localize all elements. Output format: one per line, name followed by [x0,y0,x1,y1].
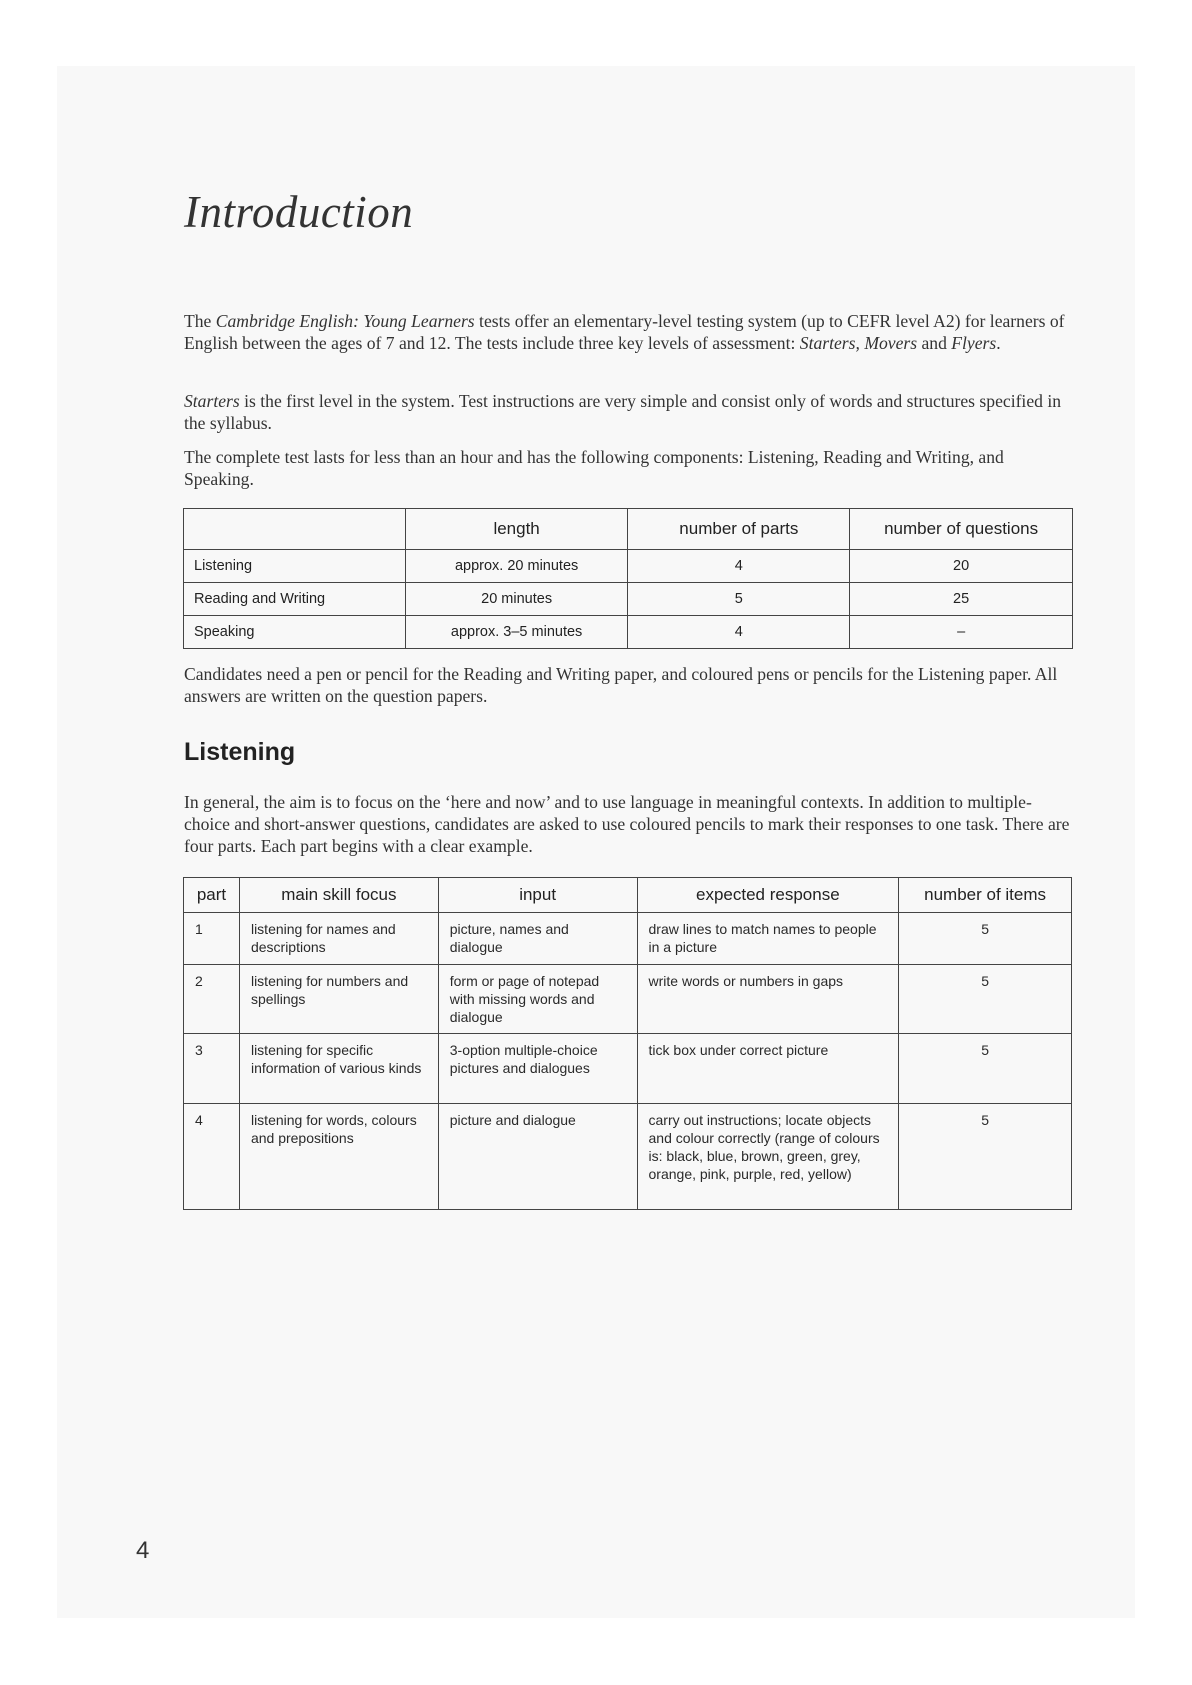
table-cell: 4 [628,616,850,649]
header-cell: number of questions [850,509,1073,550]
table-header-row [184,878,1072,913]
table-cell: 4 [628,550,850,583]
components-table [183,508,1073,649]
intro-paragraph-2: Starters is the first level in the system. Test instructions are very simple and consist only of words and structures specified in the syllabus. [184,391,1062,433]
table-row [184,1104,1072,1210]
table-cell: approx. 20 minutes [405,550,628,583]
table-cell: Listening [184,550,406,583]
table-row [184,913,1072,965]
header-cell: input [438,878,637,913]
table-row [184,965,1072,1034]
table-cell: approx. 3–5 minutes [405,616,628,649]
page-number: 4 [136,1537,150,1564]
header-cell: number of parts [628,509,850,550]
table-cell: picture and dialogue [438,1104,637,1210]
table-cell: 2 [184,965,240,1034]
table-cell: 5 [899,1034,1072,1104]
intro-paragraph-1: The Cambridge English: Young Learners tests offer an elementary-level testing system (up to CEFR level A2) for learners of English between the ages of 7 and 12. The tests include three key levels of assessment: Starters, Movers and Flyers. [184,311,1065,353]
table-cell: Speaking [184,616,406,649]
brand-name: Cambridge English: Young Learners [215,311,475,331]
intro-paragraph-3: The complete test lasts for less than an hour and has the following components: Listening, Reading and Writing, and Speaking. [184,447,1004,489]
table-cell: carry out instructions; locate objects and colour correctly (range of colours is: black, blue, brown, green, grey, orange, pink, purple, red, yellow) [637,1104,899,1210]
listening-description: In general, the aim is to focus on the ‘here and now’ and to use language in meaningful contexts. In addition to multiple-choice and short-answer questions, candidates are asked to use coloured pencils to mark their responses to one task. There are four parts. Each part begins with a clear example. [184,792,1070,856]
table-cell: tick box under correct picture [637,1034,899,1104]
table-cell: form or page of notepad with missing words and dialogue [438,965,637,1034]
header-cell: length [405,509,628,550]
table-row [184,616,1073,649]
header-cell: number of items [899,878,1072,913]
table-row [184,550,1073,583]
header-cell: part [184,878,240,913]
listening-table [183,877,1072,1210]
listening-heading: Listening [184,738,296,766]
page-title: Introduction [184,187,414,237]
table-cell: 1 [184,913,240,965]
table-cell: 5 [899,913,1072,965]
table-cell: write words or numbers in gaps [637,965,899,1034]
table-cell: 3 [184,1034,240,1104]
table-row [184,1034,1072,1104]
table-header-row [184,509,1073,550]
table-cell: listening for names and descriptions [239,913,438,965]
table-cell: listening for specific information of various kinds [239,1034,438,1104]
table-cell: 4 [184,1104,240,1210]
materials-note: Candidates need a pen or pencil for the Reading and Writing paper, and coloured pens or pencils for the Listening paper. All answers are written on the question papers. [184,664,1058,706]
table-cell: Reading and Writing [184,583,406,616]
header-cell: expected response [637,878,899,913]
table-cell: listening for words, colours and prepositions [239,1104,438,1210]
table-cell: – [850,616,1073,649]
table-cell: 20 minutes [405,583,628,616]
header-cell: main skill focus [239,878,438,913]
table-cell: 5 [899,965,1072,1034]
table-cell: 3-option multiple-choice pictures and dialogues [438,1034,637,1104]
header-cell [184,509,406,550]
table-row [184,583,1073,616]
table-cell: 5 [628,583,850,616]
table-cell: picture, names and dialogue [438,913,637,965]
table-cell: listening for numbers and spellings [239,965,438,1034]
table-cell: draw lines to match names to people in a picture [637,913,899,965]
table-cell: 25 [850,583,1073,616]
table-cell: 20 [850,550,1073,583]
table-cell: 5 [899,1104,1072,1210]
